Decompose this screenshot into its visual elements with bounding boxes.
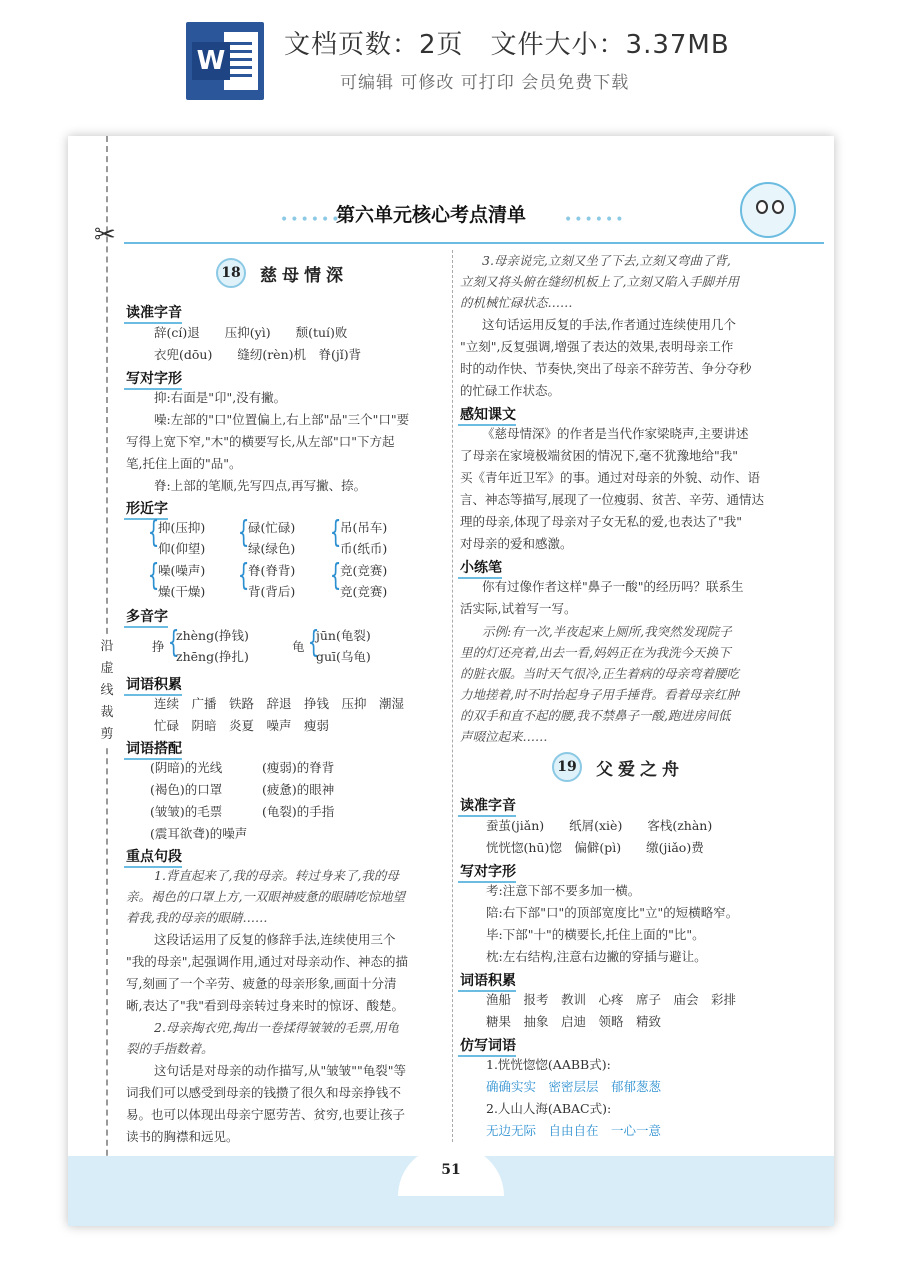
section-heading: 读准字音	[124, 302, 182, 324]
scissors-icon: ✂	[94, 220, 116, 250]
polyphone-char: 龟	[292, 639, 305, 654]
section-heading: 感知课文	[458, 404, 516, 426]
lesson-number: 19	[552, 752, 582, 782]
text-line: 这句话是对母亲的动作描写,从"皱皱""龟裂"等	[154, 1063, 406, 1078]
answer-line: 无边无际 自由自在 一心一意	[486, 1123, 662, 1138]
text-line: "我的母亲",起强调作用,通过对母亲动作、神态的描	[126, 954, 408, 969]
text-line: 你有过像作者这样"鼻子一酸"的经历吗？联系生	[482, 579, 744, 594]
lesson-19-heading	[552, 752, 684, 782]
word-match: (阴暗)的光线	[150, 760, 223, 775]
text-line: 1.背直起来了,我的母亲。转过身来了,我的母	[154, 868, 399, 883]
text-line: 了母亲在家境极端贫困的情况下,毫不犹豫地给"我"	[460, 448, 738, 463]
lesson-18-heading	[216, 258, 348, 288]
text-line: 的脏衣服。当时天气很冷,正生着病的母亲弯着腰吃	[460, 666, 739, 681]
text-line: 的机械忙碌状态……	[460, 295, 573, 310]
section-heading: 词语搭配	[124, 738, 182, 760]
text-line: 笔,托住上面的"品"。	[126, 456, 242, 471]
text-line: 写得上宽下窄,"木"的横要写长,从左部"口"下方起	[126, 434, 395, 449]
text-line: 的忙碌工作状态。	[460, 383, 561, 398]
word-document-icon: W	[186, 22, 264, 100]
text-line: 着我,我的母亲的眼睛……	[126, 910, 268, 925]
title-dots-right: ••••••	[564, 212, 626, 228]
title-dots-left: ••••••	[280, 212, 342, 228]
word-match: (疲惫)的眼神	[262, 782, 335, 797]
polyphone-char: 挣	[152, 639, 165, 654]
document-page	[68, 136, 834, 1226]
text-line: 晰,表达了"我"看到母亲转过身来时的惊讶、酸楚。	[126, 998, 404, 1013]
text-line: 2.母亲掏衣兜,掏出一卷揉得皱皱的毛票,用龟	[154, 1020, 399, 1035]
text-line: 枕:左右结构,注意右边撇的穿插与避让。	[486, 949, 707, 964]
text-line: 陪:右下部"口"的顶部宽度比"立"的短横略窄。	[486, 905, 739, 920]
brace-icon: {	[329, 558, 342, 593]
text-line: 易。也可以体现出母亲宁愿劳苦、贫穷,也要让孩子	[126, 1107, 405, 1122]
similar-char: 仰(仰望)	[158, 541, 206, 556]
word-match: (褐色)的口罩	[150, 782, 223, 797]
text-line: 毕:下部"十"的横要长,托住上面的"比"。	[486, 927, 705, 942]
answer-line: 确确实实 密密层层 郁郁葱葱	[486, 1079, 662, 1094]
section-heading: 多音字	[124, 606, 168, 628]
banner-subtitle: 可编辑 可修改 可打印 会员免费下载	[340, 73, 630, 93]
lesson-number: 18	[216, 258, 246, 288]
banner-title: 文档页数：2页 文件大小：3.37MB	[284, 30, 730, 60]
text-line: 的双手和直不起的腰,我不禁鼻子一酸,跑进房间低	[460, 708, 731, 723]
text-line: 这句话运用反复的手法,作者通过连续使用几个	[482, 317, 736, 332]
text-line: 《慈母情深》的作者是当代作家梁晓声,主要讲述	[482, 426, 749, 441]
text-line: 对母亲的爱和感激。	[460, 536, 573, 551]
section-heading: 写对字形	[124, 368, 182, 390]
polyphone-reading: jūn(龟裂)	[316, 628, 371, 643]
section-heading: 重点句段	[124, 846, 182, 868]
similar-char: 币(纸币)	[340, 541, 388, 556]
polyphone-reading: zhēng(挣扎)	[176, 649, 249, 664]
word-match: (震耳欲聋)的噪声	[150, 826, 248, 841]
brace-icon: {	[307, 625, 320, 660]
lesson-title: 父爱之舟	[596, 759, 684, 780]
text-line: 买《青年近卫军》的事。通过对母亲的外貌、动作、语	[460, 470, 761, 485]
section-heading: 小练笔	[458, 557, 502, 579]
text-line: 词我们可以感受到母亲的钱攒了很久和母亲挣钱不	[126, 1085, 402, 1100]
similar-char: 碌(忙碌)	[248, 520, 296, 535]
text-line: 脊:上部的笔顺,先写四点,再写撇、捺。	[154, 478, 367, 493]
text-line: 理的母亲,体现了母亲对子女无私的爱,也表达了"我"	[460, 514, 742, 529]
text-line: 渔船 报考 教训 心疼 席子 庙会 彩排	[486, 992, 737, 1007]
text-line: 示例:有一次,半夜起来上厕所,我突然发现院子	[482, 624, 732, 639]
page-number: 51	[441, 1162, 461, 1178]
text-line: 亲。褐色的口罩上方,一双眼神疲惫的眼睛吃惊地望	[126, 889, 405, 904]
similar-char: 抑(压抑)	[158, 520, 206, 535]
text-line: "立刻",反复强调,增强了表达的效果,表明母亲工作	[460, 339, 734, 354]
text-line: 蚕茧(jiǎn) 纸屑(xiè) 客栈(zhàn)	[486, 818, 713, 833]
text-line: 里的灯还亮着,出去一看,妈妈正在为我洗今天换下	[460, 645, 731, 660]
similar-char: 背(背后)	[248, 584, 296, 599]
text-line: 立刻又将头俯在缝纫机板上了,立刻又陷入手脚并用	[460, 274, 739, 289]
similar-char: 脊(脊背)	[248, 563, 296, 578]
brace-icon: {	[147, 558, 160, 593]
mascot-icon	[740, 182, 796, 238]
similar-char: 竞(竞赛)	[340, 584, 388, 599]
text-line: 言、神态等描写,展现了一位瘦弱、贫苦、辛劳、通情达	[460, 492, 764, 507]
text-line: 抑:右面是"卬",没有撇。	[154, 390, 287, 405]
polyphone-reading: guī(乌龟)	[316, 649, 371, 664]
text-line: 读书的胸襟和远见。	[126, 1129, 239, 1144]
text-line: 声啜泣起来……	[460, 729, 548, 744]
text-line: 3.母亲说完,立刻又坐了下去,立刻又弯曲了背,	[482, 253, 731, 268]
column-divider	[452, 250, 453, 1142]
similar-char: 竞(竞赛)	[340, 563, 388, 578]
brace-icon: {	[237, 515, 250, 550]
brace-icon: {	[167, 625, 180, 660]
text-line: 力地搓着,时不时抬起身子用手捶背。看着母亲红肿	[460, 687, 739, 702]
page-title: 第六单元核心考点清单	[336, 204, 527, 226]
text-line: 2.人山人海(ABAC式):	[486, 1101, 612, 1116]
similar-char: 吊(吊车)	[340, 520, 388, 535]
text-line: 裂的手指数着。	[126, 1041, 214, 1056]
word-match: (龟裂)的手指	[262, 804, 335, 819]
text-line: 糖果 抽象 启迪 领略 精致	[486, 1014, 662, 1029]
download-banner	[0, 0, 900, 118]
text-line: 活实际,试着写一写。	[460, 601, 577, 616]
section-heading: 仿写词语	[458, 1035, 516, 1057]
text-line: 衣兜(dōu) 缝纫(rèn)机 脊(jǐ)背	[154, 347, 362, 362]
section-heading: 词语积累	[458, 970, 516, 992]
text-line: 写,刻画了一个辛劳、疲惫的母亲形象,画面十分清	[126, 976, 397, 991]
section-heading: 写对字形	[458, 861, 516, 883]
similar-char: 绿(绿色)	[248, 541, 296, 556]
brace-icon: {	[237, 558, 250, 593]
text-line: 连续 广播 铁路 辞退 挣钱 压抑 潮湿	[154, 696, 405, 711]
text-line: 这段话运用了反复的修辞手法,连续使用三个	[154, 932, 396, 947]
brace-icon: {	[147, 515, 160, 550]
cut-instruction: 沿虚线裁剪	[98, 636, 116, 746]
similar-char: 噪(噪声)	[158, 563, 206, 578]
text-line: 1.恍恍惚惚(AABB式):	[486, 1057, 611, 1072]
section-heading: 形近字	[124, 498, 168, 520]
brace-icon: {	[329, 515, 342, 550]
header-rule	[124, 242, 824, 244]
section-heading: 读准字音	[458, 795, 516, 817]
word-match: (皱皱)的毛票	[150, 804, 223, 819]
text-line: 时的动作快、节奏快,突出了母亲不辞劳苦、争分夺秒	[460, 361, 752, 376]
word-match: (瘦弱)的脊背	[262, 760, 335, 775]
polyphone-reading: zhèng(挣钱)	[176, 628, 249, 643]
text-line: 恍恍惚(hū)惚 偏僻(pì) 缴(jiǎo)费	[486, 840, 704, 855]
text-line: 忙碌 阴暗 炎夏 噪声 瘦弱	[154, 718, 330, 733]
lesson-title: 慈母情深	[260, 265, 348, 286]
text-line: 考:注意下部不要多加一横。	[486, 883, 641, 898]
text-line: 噪:左部的"口"位置偏上,右上部"品"三个"口"要	[154, 412, 410, 427]
text-line: 辞(cí)退 压抑(yì) 颓(tuí)败	[154, 325, 348, 340]
section-heading: 词语积累	[124, 674, 182, 696]
similar-char: 燥(干燥)	[158, 584, 206, 599]
